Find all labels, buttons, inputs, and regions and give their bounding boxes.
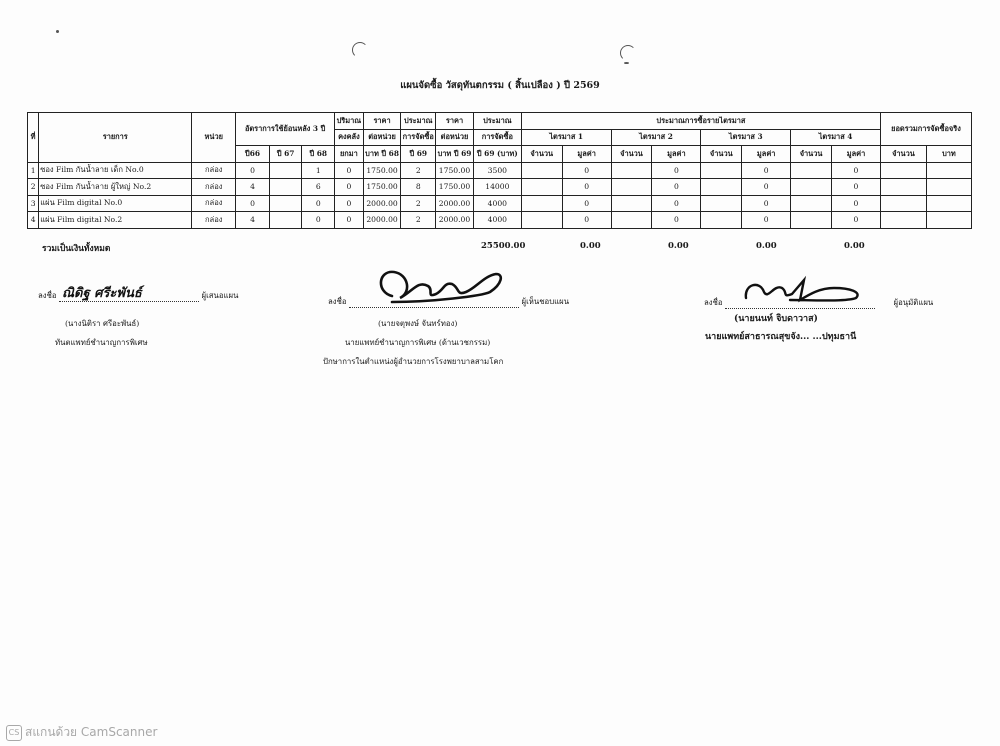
- col-header-q4-qty: จำนวน: [791, 146, 832, 163]
- col-header-no: ที่: [28, 113, 39, 163]
- camscanner-watermark: [6, 723, 157, 742]
- proposer-role: ผู้เสนอแผน: [201, 291, 239, 300]
- cell-item: ซอง Film กันน้ำลาย เด็ก No.0: [39, 162, 192, 179]
- cell-q4-qty: [791, 212, 832, 229]
- cell-y68: 1: [302, 162, 335, 179]
- cell-q4-qty: [791, 179, 832, 196]
- col-header-buy-3: ปี 69 (บาท): [473, 146, 521, 163]
- col-header-actual: ยอดรวมการจัดซื้อจริง: [880, 113, 971, 146]
- scan-speck: [56, 30, 59, 33]
- col-header-q1-value: มูลค่า: [562, 146, 611, 163]
- approver-name: (นายจตุพงษ์ จันทร์ทอง): [378, 319, 458, 328]
- camscanner-logo-icon: CS: [6, 725, 22, 741]
- col-header-y66: ปี66: [236, 146, 270, 163]
- proposer-title: ทันตแพทย์ชำนาญการพิเศษ: [55, 338, 148, 347]
- authorizer-role: ผู้อนุมัติแผน: [893, 298, 934, 307]
- cell-y66: 0: [236, 195, 270, 212]
- cell-price68: 1750.00: [363, 162, 401, 179]
- cell-q2-qty: [611, 179, 652, 196]
- cell-q3-qty: [701, 162, 742, 179]
- cell-buy: 14000: [473, 179, 521, 196]
- col-header-q4-value: มูลค่า: [831, 146, 880, 163]
- approver-title-2: ปักษาการในตำแหน่งผู้อำนวยการโรงพยาบาลสามโคก: [323, 357, 504, 366]
- cell-y66: 0: [236, 162, 270, 179]
- cell-q1-qty: [521, 179, 562, 196]
- cell-stock: 0: [335, 162, 364, 179]
- col-header-q2-value: มูลค่า: [652, 146, 701, 163]
- cell-q4-qty: [791, 162, 832, 179]
- cell-y67: [269, 212, 302, 229]
- table-row: [28, 212, 972, 229]
- cell-actual-baht: [926, 162, 971, 179]
- cell-buy: 4000: [473, 212, 521, 229]
- cell-q1-value: 0: [562, 162, 611, 179]
- cell-price69: 1750.00: [436, 162, 474, 179]
- authorizer-title: นายแพทย์สาธารณสุขจัง... ...ปทุมธานี: [705, 332, 857, 342]
- col-header-q1: ไตรมาส 1: [521, 129, 611, 146]
- col-header-price69-2: ต่อหน่วย: [436, 129, 474, 146]
- authorizer-name: (นายนนท์ จิบดาวาส): [734, 314, 818, 324]
- cell-q3-qty: [701, 212, 742, 229]
- total-q1: 0.00: [580, 241, 601, 251]
- col-header-q4: ไตรมาส 4: [791, 129, 881, 146]
- cell-actual-qty: [880, 162, 926, 179]
- col-header-q2: ไตรมาส 2: [611, 129, 701, 146]
- cell-actual-qty: [880, 212, 926, 229]
- cell-q3-value: 0: [742, 179, 791, 196]
- cell-price69: 2000.00: [436, 212, 474, 229]
- total-q2: 0.00: [668, 241, 689, 251]
- col-header-quarters: ประมาณการซื้อรายไตรมาส: [521, 113, 880, 130]
- cell-unit: กล่อง: [192, 179, 236, 196]
- handwritten-signature-proposer: ณิดิฐ ศรีะพันธ์: [62, 286, 142, 301]
- cell-no: 3: [28, 195, 39, 212]
- signature-line: [725, 308, 875, 309]
- cell-est: 2: [401, 162, 436, 179]
- punch-hole-right: [620, 45, 636, 61]
- col-header-stock-2: คงคลัง: [335, 129, 364, 146]
- cell-q1-qty: [521, 195, 562, 212]
- col-header-actual-qty: จำนวน: [880, 146, 926, 163]
- cell-stock: 0: [335, 179, 364, 196]
- cell-no: 4: [28, 212, 39, 229]
- total-q3: 0.00: [756, 241, 777, 251]
- handwritten-signature-approver: [372, 262, 522, 308]
- cell-price68: 2000.00: [363, 195, 401, 212]
- cell-q1-value: 0: [562, 179, 611, 196]
- cell-est: 2: [401, 195, 436, 212]
- col-header-est-2: การจัดซื้อ: [401, 129, 436, 146]
- cell-stock: 0: [335, 212, 364, 229]
- punch-hole-left: [352, 42, 368, 58]
- col-header-est: ประมาณ: [401, 113, 436, 130]
- cell-buy: 4000: [473, 195, 521, 212]
- cell-y67: [269, 162, 302, 179]
- cell-q3-qty: [701, 195, 742, 212]
- col-header-q2-qty: จำนวน: [611, 146, 652, 163]
- cell-q2-value: 0: [652, 179, 701, 196]
- cell-unit: กล่อง: [192, 162, 236, 179]
- col-header-actual-baht: บาท: [926, 146, 971, 163]
- cell-q1-value: 0: [562, 212, 611, 229]
- cell-q2-qty: [611, 162, 652, 179]
- col-header-y67: ปี 67: [269, 146, 302, 163]
- cell-y66: 4: [236, 179, 270, 196]
- cell-q4-value: 0: [831, 195, 880, 212]
- approver-title: นายแพทย์ชำนาญการพิเศษ (ด้านเวชกรรม): [345, 338, 491, 347]
- cell-y66: 4: [236, 212, 270, 229]
- cell-price69: 1750.00: [436, 179, 474, 196]
- col-header-y68: ปี 68: [302, 146, 335, 163]
- grand-total: 25500.00: [481, 241, 526, 251]
- cell-q2-value: 0: [652, 162, 701, 179]
- cell-unit: กล่อง: [192, 212, 236, 229]
- col-header-price68: ราคา: [363, 113, 401, 130]
- col-header-stock: ปริมาณ: [335, 113, 364, 130]
- cell-actual-baht: [926, 212, 971, 229]
- cell-y67: [269, 195, 302, 212]
- cell-q1-qty: [521, 212, 562, 229]
- col-header-price68-3: บาท ปี 68: [363, 146, 401, 163]
- cell-item: แผ่น Film digital No.0: [39, 195, 192, 212]
- cell-q4-value: 0: [831, 212, 880, 229]
- scan-speck: [624, 62, 629, 64]
- col-header-buy: ประมาณ: [473, 113, 521, 130]
- sign-label: ลงชื่อ: [328, 297, 347, 306]
- document-title: แผนจัดซื้อ วัสดุทันตกรรม ( สิ้นเปลือง ) ปี 2569: [400, 80, 600, 91]
- cell-q2-qty: [611, 195, 652, 212]
- cell-y68: 0: [302, 212, 335, 229]
- col-header-q3: ไตรมาส 3: [701, 129, 791, 146]
- cell-buy: 3500: [473, 162, 521, 179]
- cell-actual-baht: [926, 179, 971, 196]
- cell-q3-value: 0: [742, 195, 791, 212]
- cell-q2-qty: [611, 212, 652, 229]
- col-header-price69: ราคา: [436, 113, 474, 130]
- cell-est: 2: [401, 212, 436, 229]
- col-header-est-3: ปี 69: [401, 146, 436, 163]
- cell-unit: กล่อง: [192, 195, 236, 212]
- table-row: [28, 195, 972, 212]
- handwritten-signature-authorizer: [738, 274, 873, 308]
- purchase-plan-table: [27, 112, 972, 229]
- cell-no: 2: [28, 179, 39, 196]
- col-header-q1-qty: จำนวน: [521, 146, 562, 163]
- cell-q1-qty: [521, 162, 562, 179]
- col-header-item: รายการ: [39, 113, 192, 163]
- cell-actual-baht: [926, 195, 971, 212]
- col-header-q3-qty: จำนวน: [701, 146, 742, 163]
- table-row: [28, 162, 972, 179]
- col-header-price69-3: บาท ปี 69: [436, 146, 474, 163]
- cell-q3-value: 0: [742, 162, 791, 179]
- cell-q3-qty: [701, 179, 742, 196]
- col-header-unit: หน่วย: [192, 113, 236, 163]
- cell-q4-qty: [791, 195, 832, 212]
- cell-y68: 6: [302, 179, 335, 196]
- cell-price69: 2000.00: [436, 195, 474, 212]
- cell-price68: 2000.00: [363, 212, 401, 229]
- sign-label: ลงชื่อ: [704, 298, 723, 307]
- col-header-price68-2: ต่อหน่วย: [363, 129, 401, 146]
- cell-q2-value: 0: [652, 195, 701, 212]
- cell-actual-qty: [880, 195, 926, 212]
- cell-y67: [269, 179, 302, 196]
- watermark-text: สแกนด้วย CamScanner: [25, 725, 158, 739]
- col-header-stock-3: ยกมา: [335, 146, 364, 163]
- cell-actual-qty: [880, 179, 926, 196]
- cell-q3-value: 0: [742, 212, 791, 229]
- total-q4: 0.00: [844, 241, 865, 251]
- proposer-name: (นางนิติรา ศรีอะพันธ์): [65, 319, 140, 328]
- approver-role: ผู้เห็นชอบแผน: [521, 297, 570, 306]
- cell-stock: 0: [335, 195, 364, 212]
- cell-q4-value: 0: [831, 162, 880, 179]
- totals-label: รวมเป็นเงินทั้งหมด: [42, 244, 111, 254]
- cell-q4-value: 0: [831, 179, 880, 196]
- col-header-buy-2: การจัดซื้อ: [473, 129, 521, 146]
- cell-item: ซอง Film กันน้ำลาย ผู้ใหญ่ No.2: [39, 179, 192, 196]
- cell-no: 1: [28, 162, 39, 179]
- col-header-rate: อัตราการใช้ย้อนหลัง 3 ปี: [236, 113, 335, 146]
- sign-label: ลงชื่อ: [38, 291, 57, 300]
- cell-q2-value: 0: [652, 212, 701, 229]
- cell-y68: 0: [302, 195, 335, 212]
- cell-price68: 1750.00: [363, 179, 401, 196]
- col-header-q3-value: มูลค่า: [742, 146, 791, 163]
- cell-item: แผ่น Film digital No.2: [39, 212, 192, 229]
- cell-q1-value: 0: [562, 195, 611, 212]
- cell-est: 8: [401, 179, 436, 196]
- table-row: [28, 179, 972, 196]
